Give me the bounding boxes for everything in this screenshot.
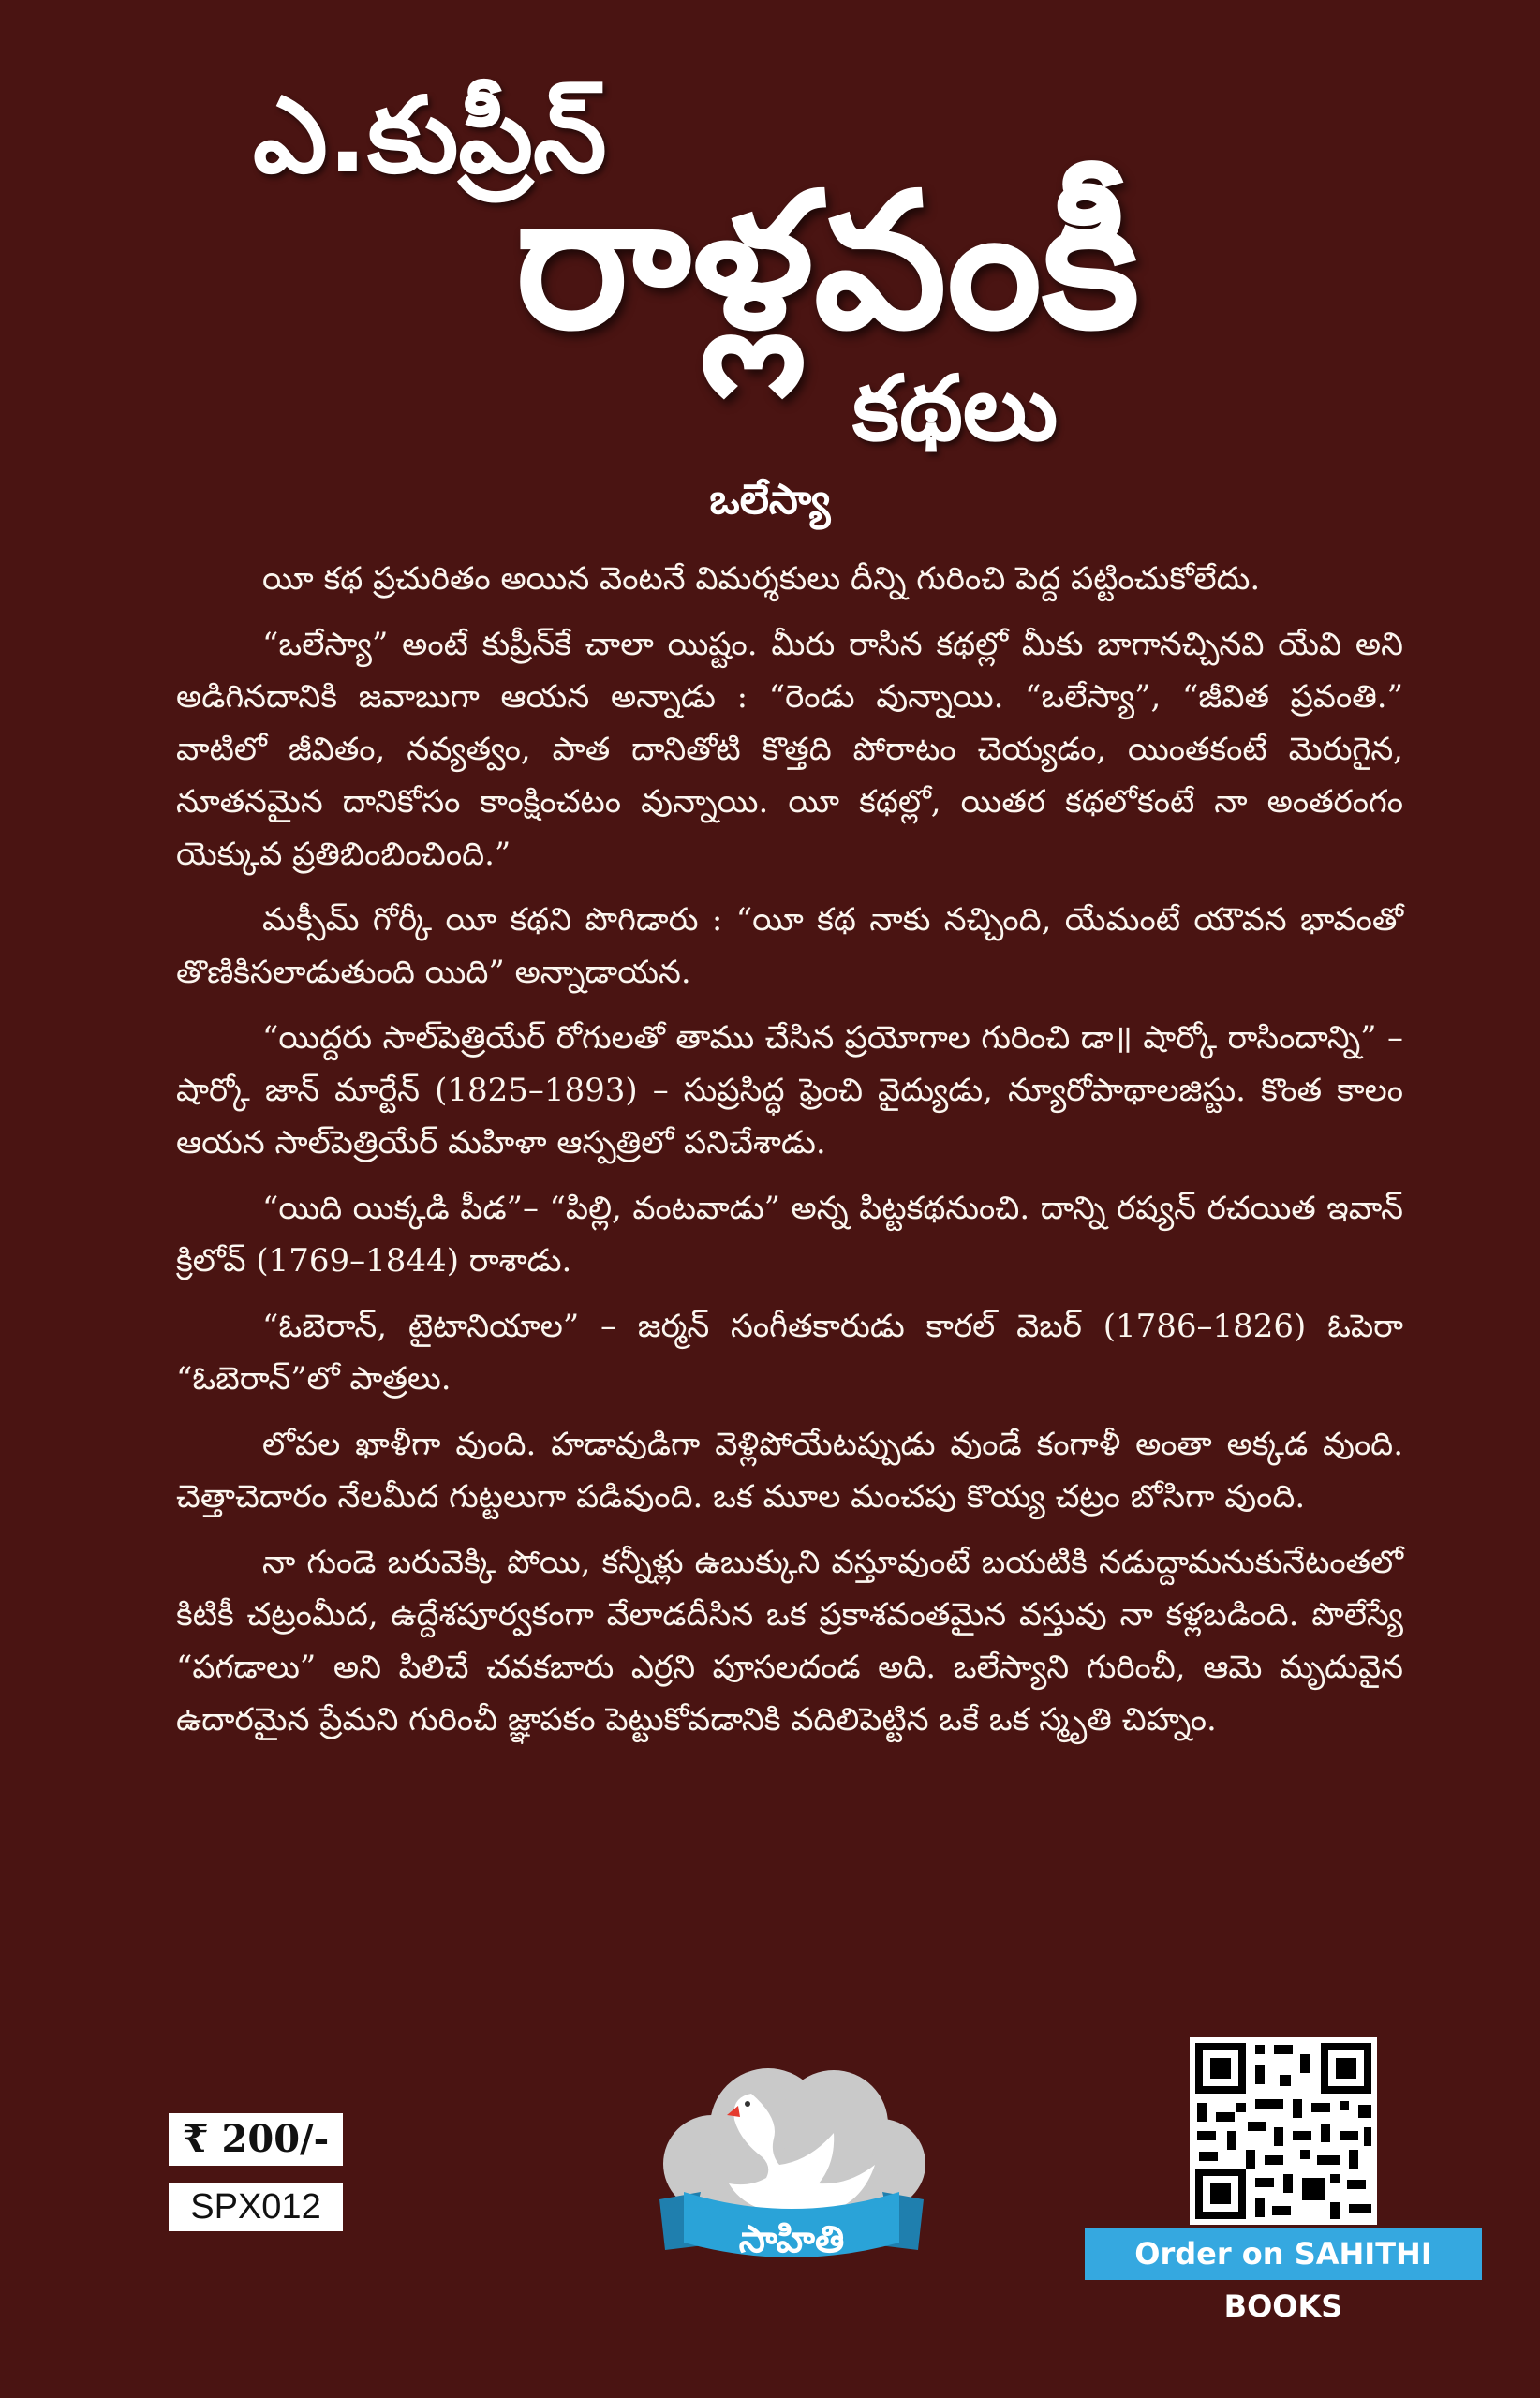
paragraph: మక్సీమ్ గోర్కీ యీ కథని పొగిడారు : “యీ కథ నాకు నచ్చింది, యేమంటే యౌవన భావంతో తొణికిసలాడుతుంది యిది” అన్నాడాయన. bbox=[176, 901, 1403, 991]
back-cover-text bbox=[176, 553, 1403, 1759]
price-tag: ₹ 200/- bbox=[169, 2113, 343, 2166]
logo-text: సాహితి bbox=[738, 2218, 845, 2261]
story-title: ఒలేస్యా bbox=[709, 476, 831, 524]
paragraph: యీ కథ ప్రచురితం అయిన వెంటనే విమర్శకులు దీన్ని గురించి పెద్ద పట్టించుకోలేదు. bbox=[262, 560, 1261, 598]
paragraph: “ఓబెరాన్, టైటానియాల” – జర్మన్ సంగీతకారుడు కారల్ వెబర్ (1786–1826) ఓపెరా “ఓబెరాన్”లో పాత్రలు. bbox=[176, 1308, 1403, 1398]
paragraph: లోపల ఖాళీగా వుంది. హడావుడిగా వెళ్లిపోయేటప్పుడు వుండే కంగాళీ అంతా అక్కడ వుంది. చెత్తాచెదారం నేలమీద గుట్టలుగా పడివుంది. ఒక మూల మంచపు కొయ్య చట్రం బోసిగా వుంది. bbox=[176, 1426, 1403, 1516]
order-link[interactable]: Order on SAHITHI BOOKS bbox=[1085, 2228, 1482, 2280]
qr-code-icon[interactable] bbox=[1190, 2037, 1377, 2225]
paragraph: “యిది యిక్కడి పీడ”– “పిల్లి, వంటవాడు” అన్న పిట్టకథనుంచి. దాన్ని రష్యన్ రచయిత ఇవాన్ క్రిలోవ్ (1769–1844) రాశాడు. bbox=[176, 1190, 1403, 1280]
book-subtitle: కథలు bbox=[852, 356, 1059, 461]
author-name: ఎ.కుప్రీన్ bbox=[253, 75, 607, 197]
cover-title-block bbox=[244, 75, 1140, 468]
product-code: SPX012 bbox=[169, 2183, 343, 2231]
paragraph: నా గుండె బరువెక్కి పోయి, కన్నీళ్లు ఉబుక్కుని వస్తూవుంటే బయటికి నడుద్దామనుకునేటంతలో కిటికీ చట్రంమీద, ఉద్దేశపూర్వకంగా వేలాడదీసిన ఒక ప్రకాశవంతమైన వస్తువు నా కళ్లబడింది. పొలేస్యే “పగడాలు” అని పిలిచే చవకబారు ఎర్రని పూసలదండ అది. ఒలేస్యాని గురించీ, ఆమె మృదువైన ఉదారమైన ప్రేమని గురించీ జ్ఞాపకం పెట్టుకోవడానికి వదిలిపెట్టిన ఒకే ఒక స్మృతి చిహ్నం. bbox=[176, 1544, 1403, 1739]
paragraph: “యిద్దరు సాల్‌పెత్రియేర్ రోగులతో తాము చేసిన ప్రయోగాల గురించి డా॥ షార్కో రాసిందాన్ని” – షార్కో జాన్ మార్టేన్ (1825–1893) – సుప్రసిద్ధ ఫ్రెంచి వైద్యుడు, న్యూరోపాథాలజిస్టు. కొంత కాలం ఆయన సాల్‌పెత్రియేర్ మహిళా ఆస్పత్రిలో పనిచేశాడు. bbox=[176, 1019, 1403, 1162]
book-title: రాళ్లవంకీ bbox=[515, 153, 1140, 371]
paragraph: “ఒలేస్యా” అంటే కుప్రీన్‌కే చాలా యిష్టం. మీరు రాసిన కథల్లో మీకు బాగానచ్చినవి యేవి అని అడిగినదానికి జవాబుగా ఆయన అన్నాడు : “రెండు వున్నాయి. “ఒలేస్యా”, “జీవిత ప్రవంతి.” వాటిలో జీవితం, నవ్యత్వం, పాత దానితోటి కొత్తది పోరాటం చెయ్యడం, యింతకంటే మెరుగైన, నూతనమైన దానికోసం కాంక్షించటం వున్నాయి. యీ కథల్లో, యితర కథలోకంటే నా అంతరంగం యెక్కువ ప్రతిబింబించింది.” bbox=[176, 626, 1403, 873]
swan-logo-icon bbox=[646, 2051, 937, 2286]
